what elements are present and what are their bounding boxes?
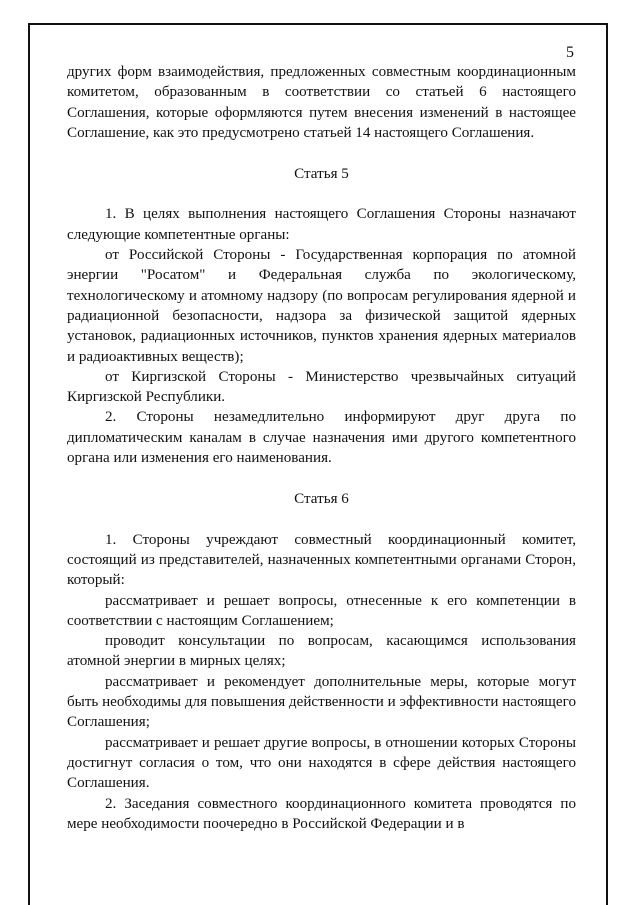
article-5-paragraph: от Киргизской Стороны - Министерство чрезвычайных ситуаций Киргизской Республики.	[67, 368, 576, 406]
scan-border-left	[28, 24, 30, 905]
article-6-paragraph: проводит консультации по вопросам, касающимся использования атомной энергии в мирных целях;	[67, 633, 576, 670]
article-5-heading: Статья 5	[294, 166, 349, 183]
scan-border-right	[606, 23, 608, 905]
article-5-paragraph: от Российской Стороны - Государственная корпорация по атомной энергии "Росатом" и Федеральная служба по экологическому, технологическому и атомному надзору (по вопросам регулирования ядерной и радиационной безопасности, надзора за физической защитой ядерных установок, радиационных источников, пунктов хранения ядерных материалов и радиоактивных веществ);	[67, 247, 576, 365]
article-5-paragraph: 1. В целях выполнения настоящего Соглашения Стороны назначают следующие компетентные органы:	[67, 206, 576, 243]
continuation-paragraph: других форм взаимодействия, предложенных совместным координационным комитетом, образованным в соответствии со статьей 6 настоящего Соглашения, которые оформляются путем внесения изменений в настоящее Соглашение, как это предусмотрено статьей 14 настоящего Соглашения.	[67, 64, 576, 141]
article-6-paragraph: рассматривает и решает другие вопросы, в отношении которых Стороны достигнут согласия о том, что они находятся в сфере действия настоящего Соглашения.	[67, 734, 576, 792]
article-5-paragraph: 2. Стороны незамедлительно информируют друг друга по дипломатическим каналам в случае назначения ими другого компетентного органа или изменения его наименования.	[67, 409, 576, 467]
article-6-paragraph: 1. Стороны учреждают совместный координационный комитет, состоящий из представителей, назначенных компетентными органами Сторон, который:	[67, 531, 576, 589]
article-6-paragraph: 2. Заседания совместного координационного комитета проводятся по мере необходимости поочередно в Российской Федерации и в	[67, 795, 576, 832]
document-body	[67, 62, 576, 834]
page-number: 5	[566, 44, 574, 61]
article-6-heading: Статья 6	[294, 491, 349, 508]
scan-border-top	[28, 23, 608, 25]
article-6-paragraph: рассматривает и рекомендует дополнительные меры, которые могут быть необходимы для повышения действенности и эффективности настоящего Соглашения;	[67, 673, 576, 731]
article-6-paragraph: рассматривает и решает вопросы, отнесенные к его компетенции в соответствии с настоящим Соглашением;	[67, 592, 576, 629]
